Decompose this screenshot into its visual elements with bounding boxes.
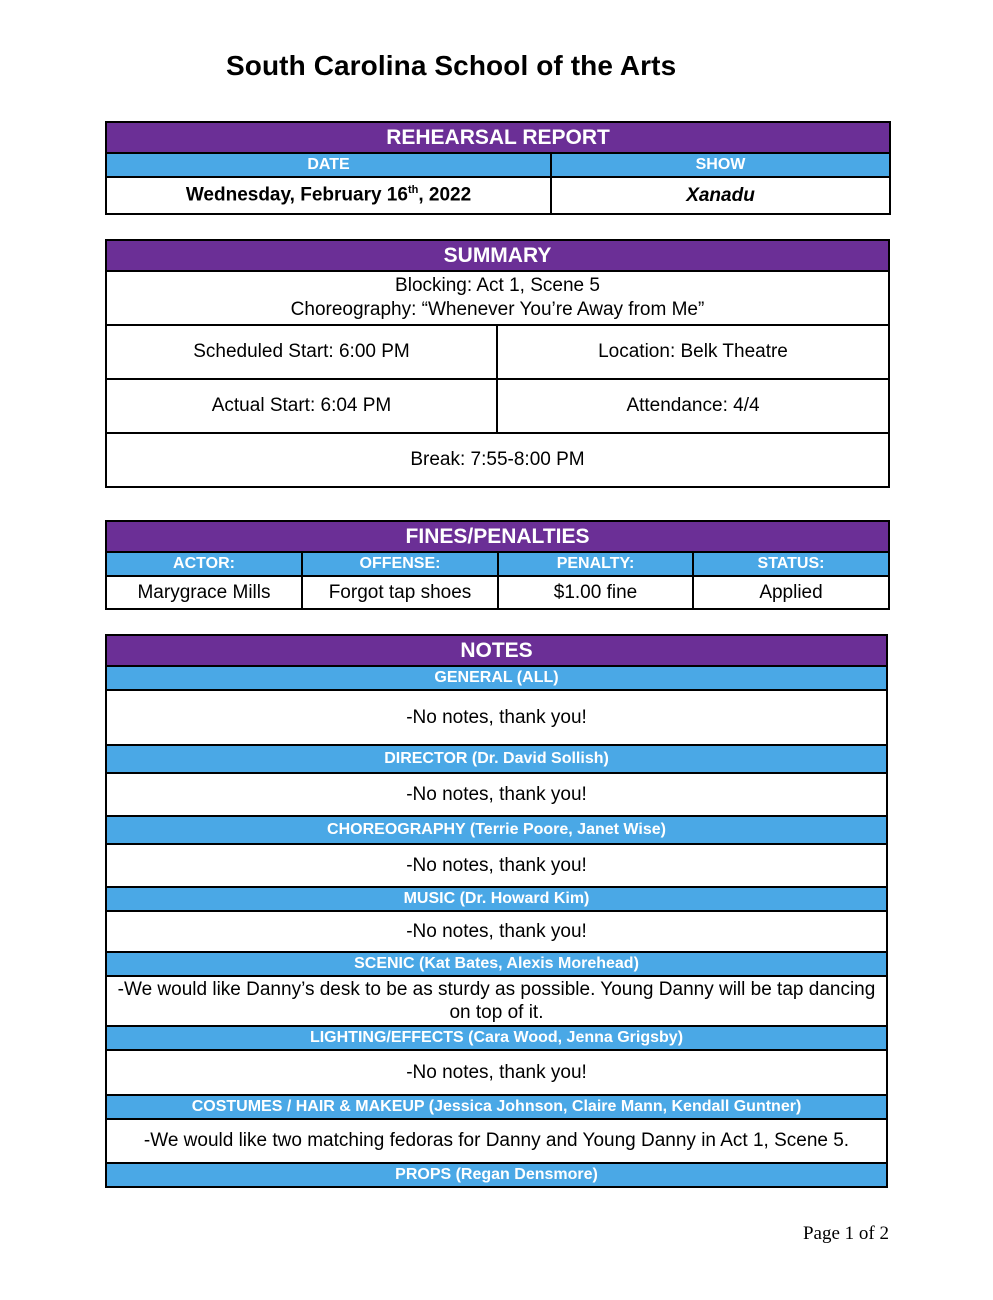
page-title: South Carolina School of the Arts xyxy=(226,50,677,81)
notes-section-general-title: GENERAL (ALL) xyxy=(106,666,887,690)
break-time: Break: 7:55-8:00 PM xyxy=(106,433,889,487)
location: Location: Belk Theatre xyxy=(497,325,889,379)
fines-table xyxy=(105,520,890,610)
summary-line-2: Choreography: “Whenever You’re Away from Me” xyxy=(290,299,705,320)
notes-section-lighting-text: -No notes, thank you! xyxy=(106,1050,887,1095)
show-label: SHOW xyxy=(551,153,890,177)
fines-header-penalty: PENALTY: xyxy=(498,552,693,576)
fine-status: Applied xyxy=(693,576,889,609)
fines-heading: FINES/PENALTIES xyxy=(106,521,889,552)
fines-header-offense: OFFENSE: xyxy=(302,552,498,576)
fine-offense: Forgot tap shoes xyxy=(302,576,498,609)
notes-section-director-title: DIRECTOR (Dr. David Sollish) xyxy=(106,745,887,773)
fines-header-status: STATUS: xyxy=(693,552,889,576)
summary-heading: SUMMARY xyxy=(106,240,889,271)
notes-section-costumes-text: -We would like two matching fedoras for Danny and Young Danny in Act 1, Scene 5. xyxy=(106,1119,887,1163)
actual-start: Actual Start: 6:04 PM xyxy=(106,379,497,433)
notes-section-choreography-title: CHOREOGRAPHY (Terrie Poore, Janet Wise) xyxy=(106,816,887,844)
show-value: Xanadu xyxy=(551,177,890,214)
notes-section-costumes-title: COSTUMES / HAIR & MAKEUP (Jessica Johnson, Claire Mann, Kendall Guntner) xyxy=(106,1095,887,1119)
report-header-table xyxy=(105,121,891,215)
summary-table xyxy=(105,239,890,488)
summary-description xyxy=(106,271,889,325)
notes-section-props-title: PROPS (Regan Densmore) xyxy=(106,1163,887,1187)
notes-section-music-text: -No notes, thank you! xyxy=(106,911,887,952)
date-value: Wednesday, February 16th, 2022 xyxy=(106,177,551,214)
summary-line-1: Blocking: Act 1, Scene 5 xyxy=(395,275,600,296)
notes-table xyxy=(105,634,888,1188)
report-heading: REHEARSAL REPORT xyxy=(106,122,890,153)
page-number: Page 1 of 2 xyxy=(802,1223,889,1244)
notes-section-lighting-title: LIGHTING/EFFECTS (Cara Wood, Jenna Grigsby) xyxy=(106,1026,887,1050)
notes-section-choreography-text: -No notes, thank you! xyxy=(106,844,887,887)
notes-section-scenic-title: SCENIC (Kat Bates, Alexis Morehead) xyxy=(106,952,887,976)
notes-section-director-text: -No notes, thank you! xyxy=(106,773,887,816)
date-label: DATE xyxy=(106,153,551,177)
notes-section-general-text: -No notes, thank you! xyxy=(106,690,887,745)
scheduled-start: Scheduled Start: 6:00 PM xyxy=(106,325,497,379)
fines-header-actor: ACTOR: xyxy=(106,552,302,576)
fine-actor: Marygrace Mills xyxy=(106,576,302,609)
attendance: Attendance: 4/4 xyxy=(497,379,889,433)
fine-penalty: $1.00 fine xyxy=(498,576,693,609)
notes-section-music-title: MUSIC (Dr. Howard Kim) xyxy=(106,887,887,911)
notes-section-scenic-text: -We would like Danny’s desk to be as sturdy as possible. Young Danny will be tap dancing on top of it. xyxy=(106,976,887,1026)
notes-heading: NOTES xyxy=(106,635,887,666)
